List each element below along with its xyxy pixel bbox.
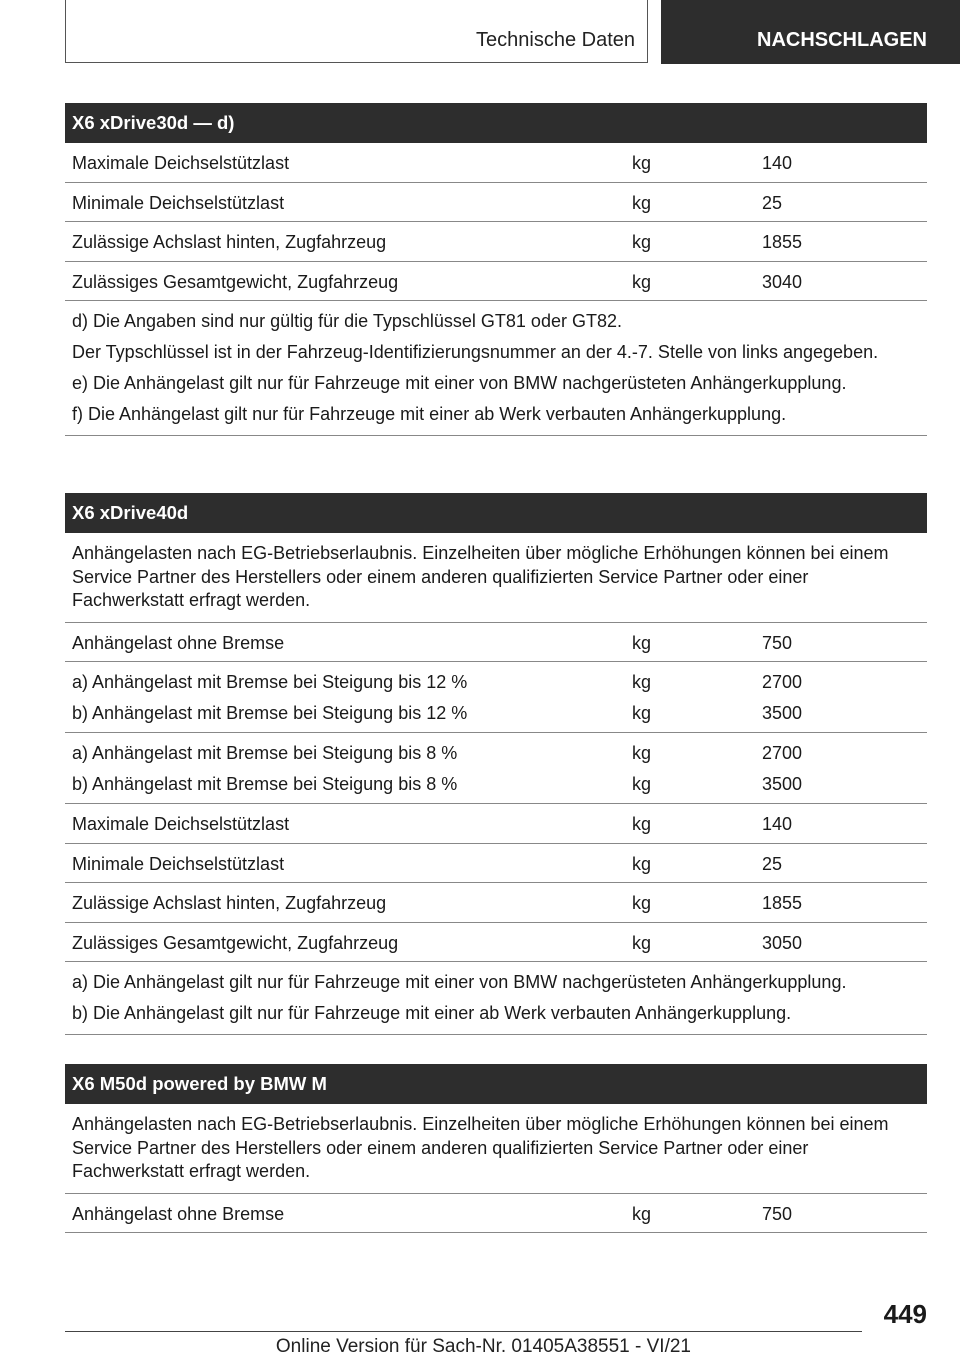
row-label: b) Anhängelast mit Bremse bei Steigung bis 12 % [72,703,468,723]
section-title: X6 xDrive40d [65,493,927,533]
footnote: Der Typschlüssel ist in der Fahrzeug-Identifizierungsnummer an der 4.-7. Stelle von links angegeben. [72,342,879,362]
row-value: 3050 [762,932,803,953]
row-unit: kg [632,743,652,763]
table-row [65,143,927,183]
row-label: Anhängelast ohne Bremse [72,1203,285,1224]
footnote: f) Die Anhängelast gilt nur für Fahrzeuge mit einer ab Werk verbauten Anhängerkupplung. [72,404,787,424]
section-x6-m50d [65,1064,927,1233]
table-row [65,183,927,223]
table-row [65,623,927,663]
table-row [65,222,927,262]
section-x6-xdrive30d [65,103,927,436]
row-value: 1855 [762,232,803,252]
table-row [65,1194,927,1234]
row-label: b) Anhängelast mit Bremse bei Steigung bis 8 % [72,774,458,794]
row-unit: kg [632,672,652,692]
footnote: b) Die Anhängelast gilt nur für Fahrzeuge mit einer ab Werk verbauten Anhängerkupplung. [72,1003,792,1023]
row-value: 25 [762,192,783,213]
table-row [65,733,927,804]
row-value: 25 [762,853,783,874]
footnotes [65,962,927,1035]
row-value: 3500 [762,774,803,794]
table-row [65,844,927,884]
header-section-box [65,0,648,63]
row-label: Maximale Deichselstützlast [72,814,290,834]
page-number: 449 [883,1299,927,1329]
section-intro: Anhängelasten nach EG-Betriebserlaubnis. Einzelheiten über mögliche Erhöhungen können bei einem Service Partner des Herstellers oder einem anderen qualifizierten Service Partner oder einer Fachwerkstatt erfragt werden. [65,1104,927,1194]
row-label: Zulässige Achslast hinten, Zugfahrzeug [72,893,387,913]
footer-online-version: Online Version für Sach-Nr. 01405A38551 - VI/21 [275,1336,691,1357]
table-row [65,883,927,923]
footnote: a) Die Anhängelast gilt nur für Fahrzeuge mit einer von BMW nachgerüsteten Anhängerkupplung. [72,972,847,992]
table-row [65,662,927,733]
row-unit: kg [632,774,652,794]
row-unit: kg [632,271,652,292]
section-intro: Anhängelasten nach EG-Betriebserlaubnis. Einzelheiten über mögliche Erhöhungen können bei einem Service Partner des Herstellers oder einem anderen qualifizierten Service Partner oder einer Fachwerkstatt erfragt werden. [65,533,927,623]
row-label: Minimale Deichselstützlast [72,192,285,213]
row-label: Maximale Deichselstützlast [72,153,290,173]
row-value: 750 [762,632,793,653]
table-row [65,923,927,963]
row-value: 1855 [762,893,803,913]
row-label: a) Anhängelast mit Bremse bei Steigung bis 8 % [72,743,458,763]
row-value: 750 [762,1203,793,1224]
row-label: Zulässige Achslast hinten, Zugfahrzeug [72,232,387,252]
row-unit: kg [632,932,652,953]
footnote: d) Die Angaben sind nur gültig für die Typschlüssel GT81 oder GT82. [72,311,622,331]
row-unit: kg [632,192,652,213]
row-value: 3040 [762,271,803,292]
table-row [65,262,927,302]
table-row [65,804,927,844]
row-unit: kg [632,232,652,252]
row-unit: kg [632,153,652,173]
header-chapter-tab [661,0,960,64]
row-unit: kg [632,814,652,834]
row-value: 140 [762,153,793,173]
row-value: 2700 [762,743,803,763]
row-unit: kg [632,893,652,913]
row-unit: kg [632,632,652,653]
footnotes [65,301,927,436]
row-label: Anhängelast ohne Bremse [72,632,285,653]
row-unit: kg [632,853,652,874]
header-section-title: Technische Daten [476,29,635,51]
row-value: 140 [762,814,793,834]
section-title: X6 xDrive30d — d) [65,103,927,143]
section-title: X6 M50d powered by BMW M [65,1064,927,1104]
row-value: 2700 [762,672,803,692]
row-unit: kg [632,1203,652,1224]
section-x6-xdrive40d [65,493,927,1035]
footer-divider [65,1331,862,1332]
header-chapter-label: NACHSCHLAGEN [757,29,927,51]
row-label: a) Anhängelast mit Bremse bei Steigung bis 12 % [72,672,468,692]
row-unit: kg [632,703,652,723]
row-label: Minimale Deichselstützlast [72,853,285,874]
footnote: e) Die Anhängelast gilt nur für Fahrzeuge mit einer von BMW nachgerüsteten Anhängerkupplung. [72,373,847,393]
row-label: Zulässiges Gesamtgewicht, Zugfahrzeug [72,271,399,292]
row-value: 3500 [762,703,803,723]
row-label: Zulässiges Gesamtgewicht, Zugfahrzeug [72,932,399,953]
